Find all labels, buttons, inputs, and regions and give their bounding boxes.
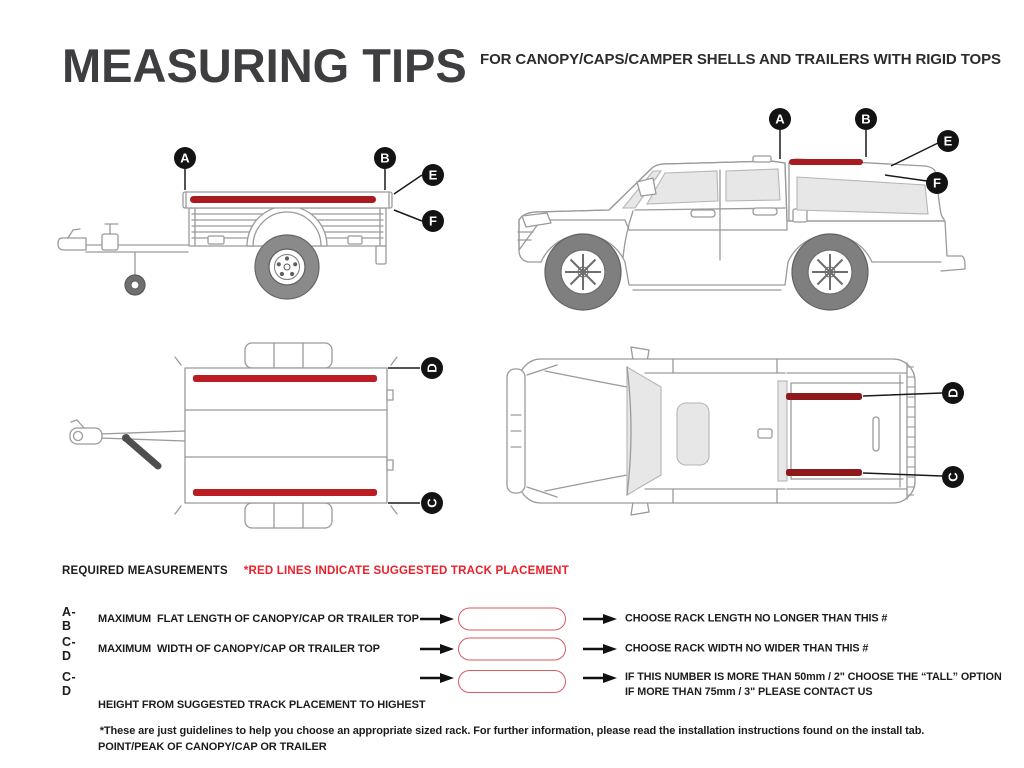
red-lines-note: *RED LINES INDICATE SUGGESTED TRACK PLACEMENT: [243, 565, 569, 577]
marker-c: [942, 466, 964, 488]
trailer-top-body: [70, 343, 397, 528]
measurement-description: MAXIMUM WIDTH OF CANOPY/CAP OR TRAILER TOP: [98, 643, 380, 655]
required-measurements-label: REQUIRED MEASUREMENTS: [62, 565, 228, 577]
arrow-right-icon: [583, 613, 617, 625]
suggested-track-line: [789, 159, 863, 165]
svg-text:C: C: [424, 498, 440, 508]
measurement-code: A-B: [62, 605, 77, 633]
marker-c: [421, 492, 443, 514]
measurement-description: HEIGHT FROM SUGGESTED TRACK PLACEMENT TO HIGHEST POINT/PEAK OF CANOPY/CAP OR TRAILER: [98, 699, 426, 753]
trailer-top-view-diagram: [40, 338, 470, 543]
marker-a: [769, 108, 791, 130]
measurement-result: IF THIS NUMBER IS MORE THAN 50mm / 2" CHOOSE THE “TALL” OPTION IF MORE THAN 75mm / 3" PLEASE CONTACT US: [625, 671, 1002, 698]
svg-text:D: D: [945, 388, 961, 398]
jack-handle: [128, 440, 158, 466]
legend-row: [62, 565, 569, 577]
measurement-input-box[interactable]: [458, 670, 566, 693]
svg-text:F: F: [933, 175, 941, 191]
svg-text:B: B: [861, 111, 871, 127]
svg-text:E: E: [943, 133, 953, 149]
marker-leader-lines: [388, 368, 420, 503]
measurement-result: CHOOSE RACK WIDTH NO WIDER THAN THIS #: [625, 642, 869, 655]
measurement-description: MAXIMUM FLAT LENGTH OF CANOPY/CAP OR TRAILER TOP: [98, 613, 419, 625]
svg-text:A: A: [180, 150, 190, 166]
marker-b: [374, 147, 396, 169]
marker-f: [926, 172, 948, 194]
trailer-top-rail: [183, 192, 392, 208]
truck-wheels: [545, 234, 868, 310]
truck-top-body: [507, 347, 915, 515]
trailer-side-view-diagram: [40, 126, 460, 326]
measurement-result: CHOOSE RACK LENGTH NO LONGER THAN THIS #: [625, 612, 888, 625]
truck-side-view-diagram: [495, 90, 1000, 325]
marker-d: [942, 382, 964, 404]
trailer-box: [189, 206, 386, 299]
truck-top-view-diagram: [495, 345, 1000, 545]
arrow-right-icon: [583, 672, 617, 684]
marker-e: [937, 130, 959, 152]
svg-text:F: F: [429, 213, 437, 229]
suggested-track-line: [193, 489, 377, 496]
marker-b: [855, 108, 877, 130]
suggested-track-line: [786, 393, 862, 400]
truck-body: [518, 156, 965, 310]
suggested-track-line: [190, 196, 376, 203]
marker-e: [422, 164, 444, 186]
measurement-code: C-D: [62, 635, 77, 663]
suggested-track-line: [786, 469, 862, 476]
measurement-input-box[interactable]: [458, 638, 566, 661]
svg-text:A: A: [775, 111, 785, 127]
svg-text:C: C: [945, 472, 961, 482]
arrow-right-icon: [420, 672, 454, 684]
page-title: MEASURING TIPS: [62, 39, 467, 92]
trailer-drawbar: [58, 224, 188, 295]
svg-text:D: D: [424, 363, 440, 373]
arrow-right-icon: [420, 613, 454, 625]
marker-f: [422, 210, 444, 232]
footnote: *These are just guidelines to help you choose an appropriate sized rack. For further information, please read the installation instructions found on the install tab.: [99, 725, 925, 737]
arrow-right-icon: [420, 643, 454, 655]
suggested-track-line: [193, 375, 377, 382]
marker-a: [174, 147, 196, 169]
svg-text:B: B: [380, 150, 390, 166]
svg-text:E: E: [428, 167, 438, 183]
arrow-right-icon: [583, 643, 617, 655]
measurement-code: C-D: [62, 670, 77, 698]
page-subtitle: FOR CANOPY/CAPS/CAMPER SHELLS AND TRAILERS WITH RIGID TOPS: [480, 51, 1001, 68]
measurement-input-box[interactable]: [458, 608, 566, 631]
marker-d: [421, 357, 443, 379]
